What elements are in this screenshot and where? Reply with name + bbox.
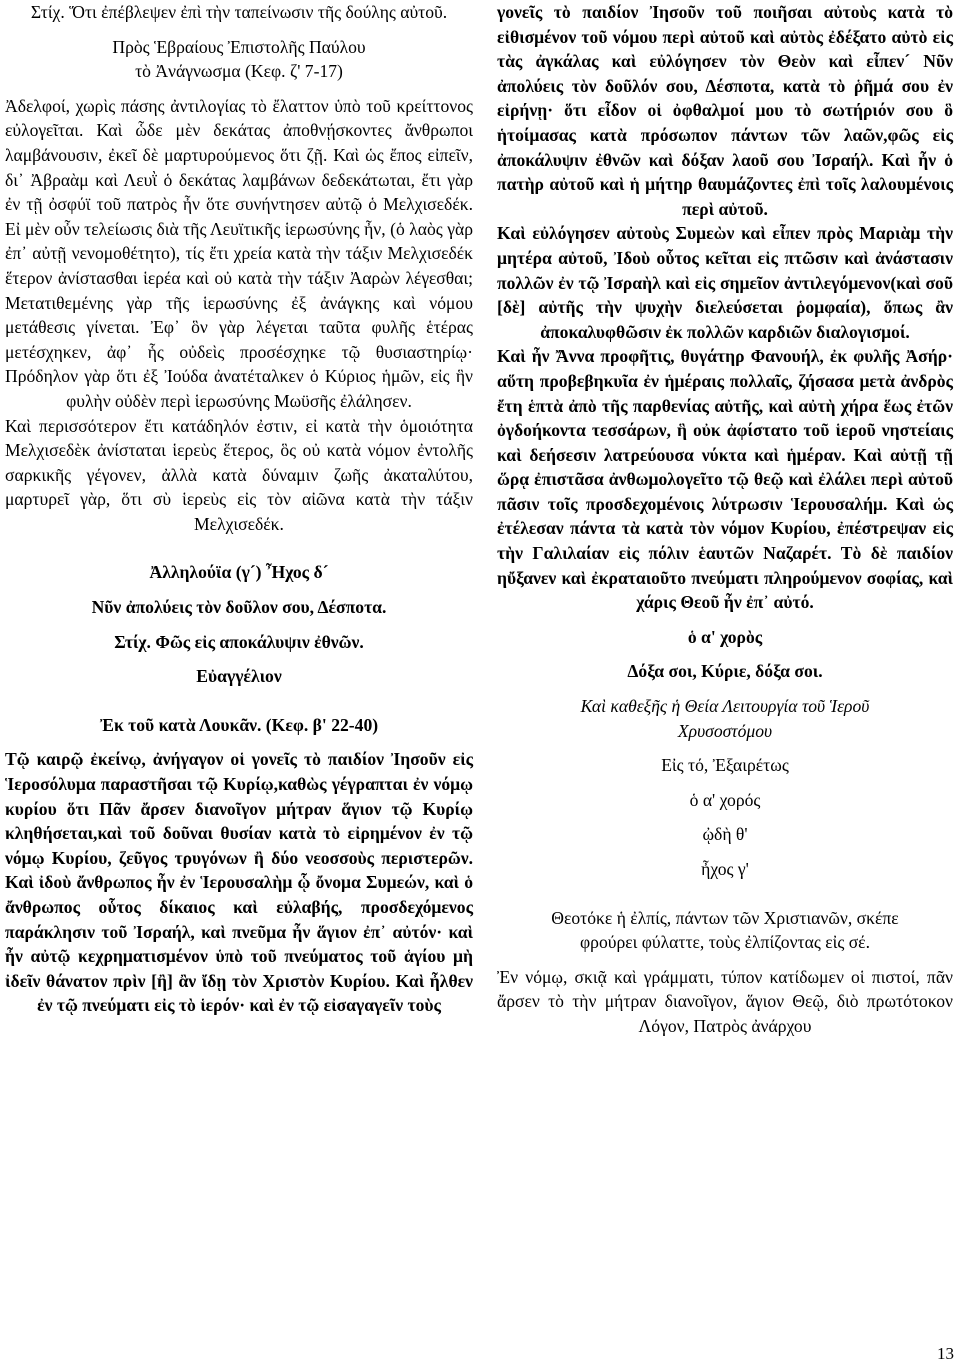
choir-label-2: ὁ α' χορός [689,789,761,810]
epistle-text-1: Ἀδελφοί, χωρὶς πάσης ἀντιλογίας τὸ ἔλαττον ὑπὸ τοῦ κρείττονος εὐλογεῖται. Καὶ ὧδε μὲν δεκάτας ἀποθνῄσκοντες ἄνθρωποι λαμβάνουσιν, ἐκεῖ δὲ μαρτυρούμενος ὅτι ζῇ. Καὶ ὡς ἔπος εἰπεῖν, δι᾽ Ἀβραὰμ καὶ Λευῒ ὁ δεκάτας λαμβάνων δεδεκάτωται, ἔτι γὰρ ἐν τῇ ὀσφύϊ τοῦ πατρὸς ἦν ὅτε συνήντησεν αὐτῷ ὁ Μελχισεδέκ. Εἰ μὲν οὖν τελείωσις διὰ τῆς Λευϊτικῆς ἱερωσύνης ἦν, (ὁ λαὸς γὰρ ἐπ᾽ αὐτῇ νενομοθέτητο), τίς ἔτι χρεία κατὰ τὴν τάξιν Μελχισεδέκ ἕτερον ἀνίστασθαι ἱερέα καὶ οὐ κατὰ τὴν τάξιν Ἀαρὼν λέγεσθαι; Μετατιθεμένης γὰρ τῆς ἱερωσύνης ἐξ ἀνάγκης καὶ νόμου μετάθεσις γίνεται. Ἐφ᾽ ὃν γὰρ λέγεται ταῦτα φυλῆς ἑτέρας μετέσχηκεν, ἀφ᾽ ἧς οὐδεὶς προσέσχηκε τῷ θυσιαστηρίῳ· Πρόδηλον γὰρ ὅτι ἐξ Ἰούδα ἀνατέταλκεν ὁ Κύριος ἡμῶν, εἰς ἣν φυλὴν οὐδὲν περὶ ἱερωσύνης Μωϋσῆς ἐλάλησεν. [5,95,473,411]
doxa-line: Δόξα σοι, Κύριε, δόξα σοι. [627,661,823,682]
echos-label: ἦχος γ' [701,859,749,879]
theotoke-hymn: Θεοτόκε ἡ ἐλπίς, πάντων τῶν Χριστιανῶν, σκέπε φρούρει φύλαττε, τοὺς ἐλπίζοντας εἰς σέ. [551,907,899,953]
page-number: 13 [937,1344,954,1363]
ode-label: ᾠδὴ θ' [702,824,748,845]
liturgy-note: Καὶ καθεξῆς ἡ Θεία Λειτουργία τοῦ Ἱεροῦ Χρυσοστόμου [580,696,870,741]
exairetos-heading: Εἰς τό, Ἐξαιρέτως [661,755,789,776]
stichos-fos: Στίχ. Φῶς εἰς αποκάλυψιν ἐθνῶν. [114,631,364,652]
left-column [5,0,473,1018]
alleluia-heading: Ἀλληλούϊα (γ´) Ἦχος δ´ [149,562,329,583]
choir-label-1: ὁ α' χορὸς [687,626,763,647]
epistle-text-2: Καὶ περισσότερον ἔτι κατάδηλόν ἐστιν, εἰ κατὰ τὴν ὁμοιότητα Μελχισεδὲκ ἀνίσταται ἱερεὺς ἕτερος, ὃς οὐ κατὰ νόμον ἐντολῆς σαρκικῆς γέγονεν, ἀλλὰ κατὰ δύναμιν ζωῆς ἀκαταλύτου, μαρτυρεῖ γὰρ, ὅτι σὺ ἱερεὺς εἰς τὸν αἰῶνα κατὰ τὴν τάξιν Μελχισεδέκ. [5,415,473,534]
gospel-heading: Εὐαγγέλιον [196,666,282,687]
epistle-title: Πρὸς Ἑβραίους Ἐπιστολῆς Παύλου τὸ Ἀνάγνωσμα (Κεφ. ζ' 7-17) [112,36,366,82]
gospel-text: Τῷ καιρῷ ἐκείνῳ, ἀνήγαγον οἱ γονεῖς τὸ παιδίον Ἰησοῦν εἰς Ἱεροσόλυμα παραστῆσαι τῷ Κυρίῳ,καθὼς γέγραπται ἐν νόμῳ κυρίου ὅτι Πᾶν ἄρσεν διανοῖγον μήτραν ἅγιον τῷ Κυρίῳ κληθήσεται,καὶ τοῦ δοῦναι θυσίαν κατὰ τὸ εἰρημένον ἐν τῷ νόμῳ Κυρίου, ζεῦγος τρυγόνων ἢ δύο νεοσσοὺς περιστερῶν. Καὶ ἰδοὺ ἄνθρωπος ἦν ἐν Ἱερουσαλὴμ ᾧ ὄνομα Συμεών, καὶ ὁ ἄνθρωπος οὗτος δίκαιος καὶ εὐλαβής, προσδεχόμενος παράκλησιν τοῦ Ἰσραήλ, καὶ πνεῦμα ἦν ἅγιον ἐπ᾽ αὐτόν· καὶ ἦν αὐτῷ κεχρηματισμένον ὑπὸ τοῦ πνεύματος τοῦ ἁγίου μὴ ἰδεῖν θάνατον πρὶν [ἢ] ἂν ἴδῃ τὸν Χριστὸν Κυρίου. Καὶ ἦλθεν ἐν τῷ πνεύματι εἰς τὸ ἱερόν· καὶ ἐν τῷ εἰσαγαγεῖν τοὺς [5,749,473,1016]
gospel-continuation-1: γονεῖς τὸ παιδίον Ἰησοῦν τοῦ ποιῆσαι αὐτοὺς κατὰ τὸ εἰθισμένον τοῦ νόμου περὶ αὐτοῦ καὶ αὐτὸς ἐδέξατο αὐτὸ εἰς τὰς ἀγκάλας καὶ εὐλόγησεν τὸν Θεὸν καὶ εἶπεν´ Νῦν ἀπολύεις τὸν δοῦλόν σου, Δέσποτα, κατὰ τὸ ῥῆμά σου ἐν εἰρήνῃ· ὅτι εἶδον οἱ ὀφθαλμοί μου τὸ σωτήριόν σου ὃ ἡτοίμασας κατὰ πρόσωπον πάντων τῶν λαῶν,φῶς εἰς ἀποκάλυψιν ἐθνῶν καὶ δόξαν λαοῦ σου Ἰσραήλ. Καὶ ἦν ὁ πατὴρ αὐτοῦ καὶ ἡ μήτηρ θαυμάζοντες ἐπὶ τοῖς λαλουμένοις περὶ αὐτοῦ. [497,2,953,219]
gospel-reference: Ἐκ τοῦ κατὰ Λουκᾶν. (Κεφ. β' 22-40) [99,714,379,735]
stichos-top: Στίχ. Ὅτι ἐπέβλεψεν ἐπὶ τὴν ταπείνωσιν τῆς δούλης αὐτοῦ. [30,2,448,22]
en-nomo-hymn: Ἐν νόμῳ, σκιᾷ καὶ γράμματι, τύπον κατίδωμεν οἱ πιστοί, πᾶν ἄρσεν τὸ τὴν μήτραν διανοῖγον, ἅγιον Θεῷ, διὸ πρωτότοκον Λόγον, Πατρὸς ἀνάρχου [497,966,953,1036]
gospel-continuation-2: Καὶ εὐλόγησεν αὐτοὺς Συμεὼν καὶ εἶπεν πρὸς Μαριὰμ τὴν μητέρα αὐτοῦ, Ἰδοὺ οὗτος κεῖται εἰς πτῶσιν καὶ ἀνάστασιν πολλῶν ἐν τῷ Ἰσραὴλ καὶ εἰς σημεῖον ἀντιλεγόμενον(καὶ σοῦ [δὲ] αὐτῆς τὴν ψυχὴν διελεύσεται ῥομφαία), ὅπως ἂν ἀποκαλυφθῶσιν ἐκ πολλῶν καρδιῶν διαλογισμοί. [497,223,953,342]
gospel-continuation-3: Καὶ ἦν Ἄννα προφῆτις, θυγάτηρ Φανουήλ, ἐκ φυλῆς Ἀσήρ· αὕτη προβεβηκυῖα ἐν ἡμέραις πολλαῖς, ζήσασα μετὰ ἀνδρὸς ἔτη ἑπτὰ ἀπὸ τῆς παρθενίας αὐτῆς, καὶ αὐτὴ χήρα ἕως ἐτῶν ὀγδοήκοντα τεσσάρων, ἣ οὐκ ἀφίστατο τοῦ ἱεροῦ νηστείαις καὶ δεήσεσιν λατρεύουσα νύκτα καὶ ἡμέραν. Καὶ αὐτῇ τῇ ὥρᾳ ἐπιστᾶσα ἀνθωμολογεῖτο τῷ θεῷ καὶ ἐλάλει περὶ αὐτοῦ πᾶσιν τοῖς προσδεχομένοις λύτρωσιν Ἱερουσαλήμ. Καὶ ὡς ἐτέλεσαν πάντα τὰ κατὰ τὸν νόμον Κυρίου, ἐπέστρεψαν εἰς τὴν Γαλιλαίαν εἰς πόλιν ἑαυτῶν Ναζαρέτ. Τὸ δὲ παιδίον ηὔξανεν καὶ ἐκραταιοῦτο πνεύματι πληρούμενον σοφίας, καὶ χάρις Θεοῦ ἦν ἐπ᾽ αὐτό. [497,346,953,613]
right-column [497,0,953,1039]
nyn-apolyeis-line: Νῦν ἀπολύεις τὸν δοῦλον σου, Δέσποτα. [91,597,387,618]
